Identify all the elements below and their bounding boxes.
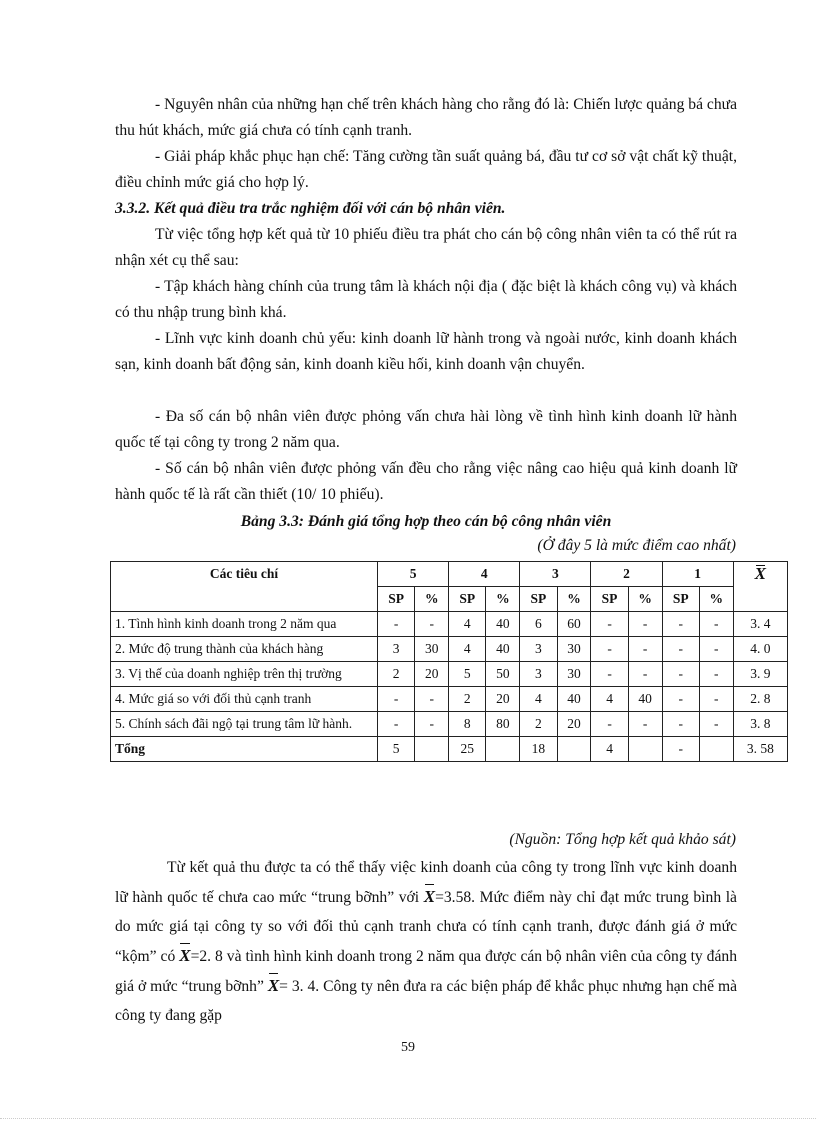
cell: - [628, 637, 662, 662]
mean-symbol: X [179, 941, 190, 970]
cell: - [699, 637, 733, 662]
cell: - [378, 712, 415, 737]
table-row [111, 637, 788, 662]
cell: 3 [378, 637, 415, 662]
cell: 4 [449, 637, 486, 662]
cell: 4 [591, 687, 628, 712]
row-mean: 4. 0 [733, 637, 787, 662]
cell: 2 [449, 687, 486, 712]
cell: 8 [449, 712, 486, 737]
bullet-business-fields: - Lĩnh vực kinh doanh chủ yếu: kinh doanh lữ hành trong và ngoài nước, kinh doanh khách sạn, kinh doanh bất động sản, kinh doanh kiều hối, kinh doanh vận chuyển. [115, 330, 737, 373]
cell: - [591, 662, 628, 687]
sub-pct: % [628, 587, 662, 612]
total-cell: 25 [449, 737, 486, 762]
source-note: (Nguồn: Tổng hợp kết quả khảo sát) [509, 831, 736, 848]
table-row [111, 612, 788, 637]
sub-sp: SP [662, 587, 699, 612]
total-cell: 4 [591, 737, 628, 762]
cell: - [415, 687, 449, 712]
cell: 3 [520, 637, 557, 662]
cell: 2 [378, 662, 415, 687]
cell: 2 [520, 712, 557, 737]
cell: 50 [486, 662, 520, 687]
row-criterion: 5. Chính sách đãi ngộ tại trung tâm lữ hành. [111, 712, 378, 737]
table-caption: Bảng 3.3: Đánh giá tổng hợp theo cán bộ công nhân viên [240, 513, 612, 530]
bullet-satisfaction: - Đa số cán bộ nhân viên được phỏng vấn chưa hài lòng về tình hình kinh doanh lữ hành quốc tế tại công ty trong 2 năm qua. [115, 408, 737, 451]
cell: 60 [557, 612, 591, 637]
cell: - [628, 712, 662, 737]
cell: - [591, 712, 628, 737]
bullet-necessity: - Số cán bộ nhân viên được phỏng vấn đều cho rằng việc nâng cao hiệu quả kinh doanh lữ hành quốc tế là rất cần thiết (10/ 10 phiếu). [115, 460, 737, 503]
paragraph-intro: Từ việc tổng hợp kết quả từ 10 phiếu điều tra phát cho cán bộ công nhân viên ta có thể rút ra nhận xét cụ thể sau: [115, 226, 737, 269]
conclusion-value2: =2. 8 và tình hình kinh doanh trong 2 năm qua được cán bộ nhân viên của công ty đánh giá ở mức “trung bỡnh” [115, 948, 737, 995]
cell: 4 [520, 687, 557, 712]
cell: - [628, 612, 662, 637]
paragraph-solution: - Giải pháp khắc phục hạn chế: Tăng cường tần suất quảng bá, đầu tư cơ sở vật chất kỹ thuật, điều chỉnh mức giá cho hợp lý. [115, 148, 737, 191]
cell: - [662, 637, 699, 662]
cell: - [591, 637, 628, 662]
cell: 40 [628, 687, 662, 712]
cell: - [699, 712, 733, 737]
row-mean: 3. 8 [733, 712, 787, 737]
paragraph-cause: - Nguyên nhân của những hạn chế trên khách hàng cho rằng đó là: Chiến lược quảng bá chưa thu hút khách, mức giá chưa có tính cạnh tranh. [115, 96, 737, 139]
section-heading: 3.3.2. Kết quả điều tra trắc nghiệm đối với cán bộ nhân viên. [115, 200, 506, 217]
cell: 5 [449, 662, 486, 687]
row-criterion: 2. Mức độ trung thành của khách hàng [111, 637, 378, 662]
header-score-3: 3 [520, 562, 591, 587]
total-mean: 3. 58 [733, 737, 787, 762]
cell: 30 [557, 662, 591, 687]
cell: - [699, 687, 733, 712]
total-cell: 18 [520, 737, 557, 762]
cell: 40 [486, 637, 520, 662]
cell: - [591, 612, 628, 637]
header-mean [733, 562, 787, 612]
conclusion-part1: Từ kết quả thu được ta có thể thấy việc kinh doanh của công ty trong lĩnh vực kinh doanh lữ hành quốc tế chưa cao mức “trung bỡnh” với [115, 859, 737, 906]
header-score-5: 5 [378, 562, 449, 587]
conclusion-value3: = 3. 4. Công ty nên đưa ra các biện pháp để khắc phục nhưng hạn chế mà công ty đang gặp [115, 978, 737, 1024]
table-total-row [111, 737, 788, 762]
sub-sp: SP [449, 587, 486, 612]
evaluation-table [110, 561, 788, 762]
cell: - [662, 612, 699, 637]
sub-pct: % [699, 587, 733, 612]
sub-pct: % [415, 587, 449, 612]
total-cell: - [662, 737, 699, 762]
row-mean: 3. 4 [733, 612, 787, 637]
sub-sp: SP [378, 587, 415, 612]
sub-pct: % [486, 587, 520, 612]
page-bottom-divider [0, 1118, 816, 1119]
cell: - [415, 712, 449, 737]
cell: - [628, 662, 662, 687]
sub-sp: SP [591, 587, 628, 612]
cell: - [662, 662, 699, 687]
table-row [111, 687, 788, 712]
total-label: Tổng [111, 737, 378, 762]
conclusion-value1: =3.58. Mức điểm này chỉ đạt mức trung bình là do mức giá tại công ty so với đối thủ cạnh tranh chưa có tính cạnh tranh, được đánh giá ở mức “kộm” có [115, 889, 737, 965]
cell: 20 [557, 712, 591, 737]
header-score-4: 4 [449, 562, 520, 587]
row-mean: 3. 9 [733, 662, 787, 687]
sub-sp: SP [520, 587, 557, 612]
cell: - [699, 662, 733, 687]
empty-cell [415, 737, 449, 762]
row-criterion: 3. Vị thế của doanh nghiệp trên thị trường [111, 662, 378, 687]
row-criterion: 1. Tình hình kinh doanh trong 2 năm qua [111, 612, 378, 637]
header-score-1: 1 [662, 562, 733, 587]
row-mean: 2. 8 [733, 687, 787, 712]
header-criteria: Các tiêu chí [111, 562, 378, 612]
cell: 30 [415, 637, 449, 662]
cell: 40 [486, 612, 520, 637]
total-cell: 5 [378, 737, 415, 762]
cell: - [699, 612, 733, 637]
mean-symbol: X [754, 564, 767, 583]
cell: 20 [486, 687, 520, 712]
cell: 4 [449, 612, 486, 637]
row-criterion: 4. Mức giá so với đối thủ cạnh tranh [111, 687, 378, 712]
cell: - [415, 612, 449, 637]
table-row [111, 712, 788, 737]
bullet-customer-base: - Tập khách hàng chính của trung tâm là khách nội địa ( đặc biệt là khách công vụ) và khách có thu nhập trung bình khá. [115, 278, 737, 321]
cell: - [378, 612, 415, 637]
cell: 80 [486, 712, 520, 737]
cell: 40 [557, 687, 591, 712]
cell: - [662, 687, 699, 712]
header-score-2: 2 [591, 562, 662, 587]
table-header-row [111, 562, 788, 587]
conclusion-paragraph [115, 853, 737, 1030]
cell: 20 [415, 662, 449, 687]
cell: 3 [520, 662, 557, 687]
cell: 30 [557, 637, 591, 662]
cell: 6 [520, 612, 557, 637]
table-row [111, 662, 788, 687]
page-number: 59 [401, 1040, 415, 1055]
empty-cell [699, 737, 733, 762]
empty-cell [628, 737, 662, 762]
empty-cell [486, 737, 520, 762]
mean-symbol: X [424, 882, 435, 911]
sub-pct: % [557, 587, 591, 612]
table-note: (Ở đây 5 là mức điểm cao nhất) [537, 537, 736, 554]
cell: - [378, 687, 415, 712]
empty-cell [557, 737, 591, 762]
mean-symbol: X [268, 971, 279, 1000]
cell: - [662, 712, 699, 737]
